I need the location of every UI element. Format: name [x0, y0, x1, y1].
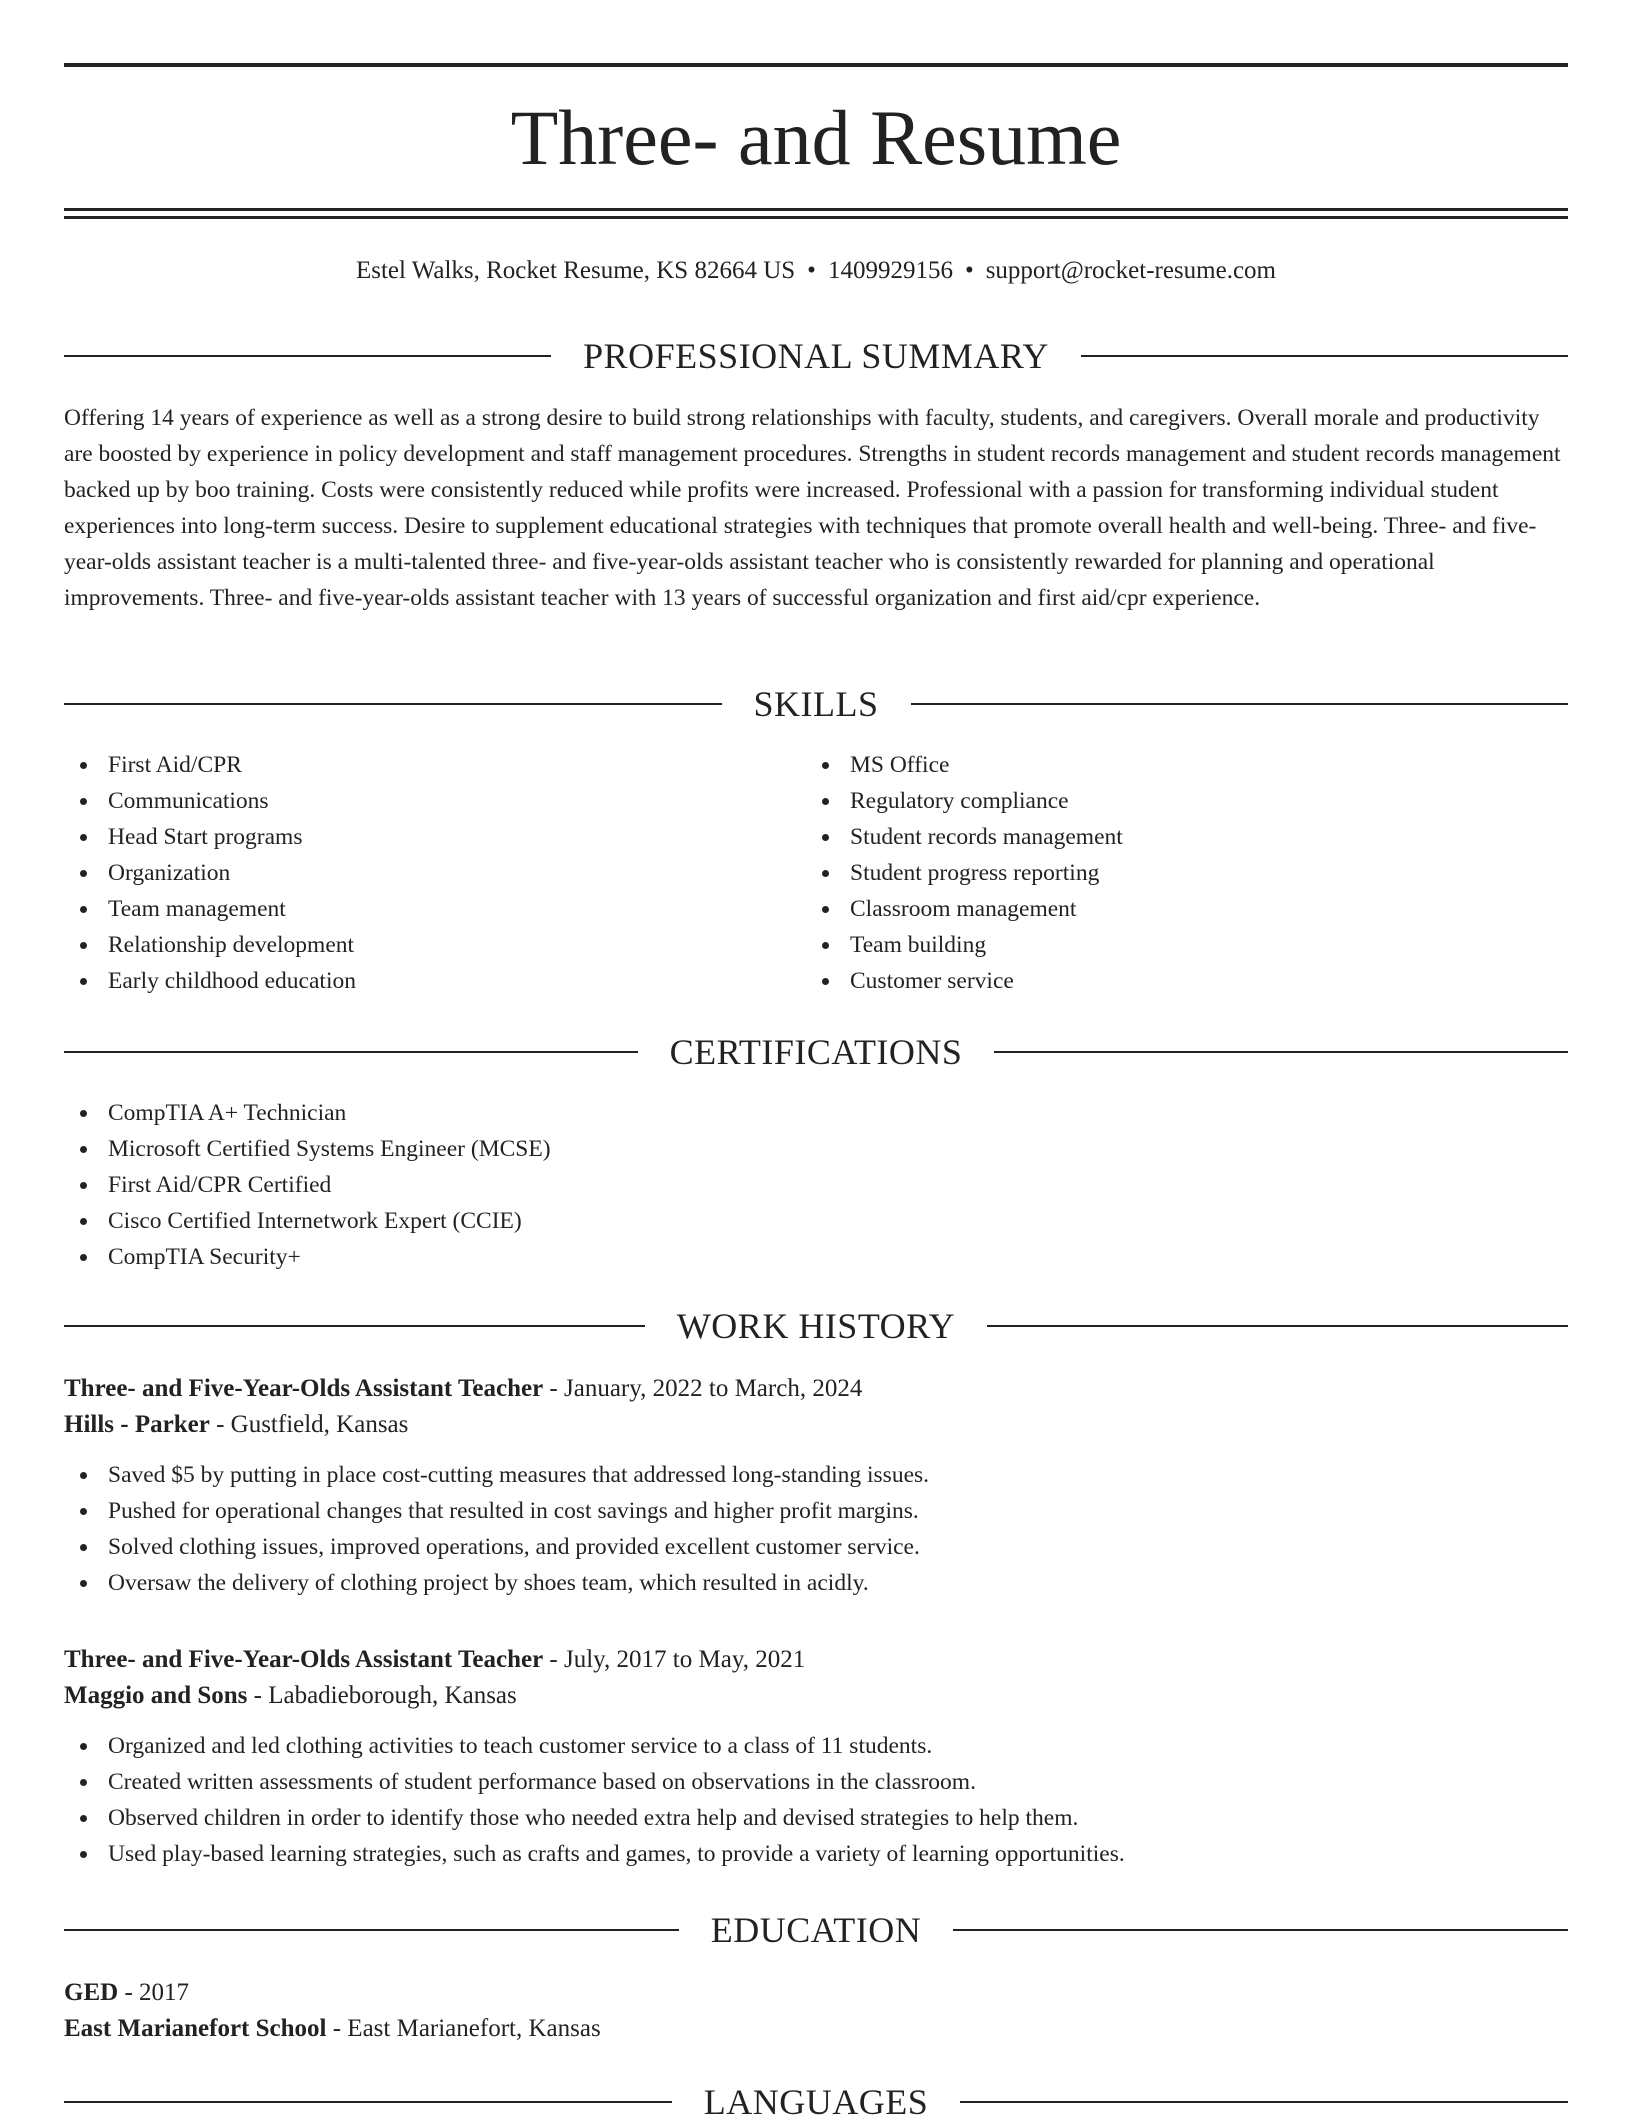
heading-rule — [994, 1051, 1568, 1053]
education-entry — [64, 1975, 1568, 2047]
certification-item: Microsoft Certified Systems Engineer (MCSE) — [64, 1131, 1568, 1167]
skill-item: Team building — [806, 927, 1546, 963]
certification-item: CompTIA A+ Technician — [64, 1095, 1568, 1131]
section-title: PROFESSIONAL SUMMARY — [583, 336, 1049, 376]
job-bullet: Solved clothing issues, improved operations, and provided excellent customer service. — [64, 1529, 1568, 1565]
skill-item: Head Start programs — [64, 819, 804, 855]
skill-item: MS Office — [806, 747, 1546, 783]
heading-rule — [1081, 355, 1568, 357]
job-company-line — [64, 1678, 1568, 1714]
top-rule — [64, 63, 1568, 67]
job-bullets — [64, 1457, 1568, 1601]
job-title-line — [64, 1642, 1568, 1678]
job-bullets — [64, 1728, 1568, 1872]
education-degree-line — [64, 1975, 1568, 2011]
job-dates: - July, 2017 to May, 2021 — [543, 1646, 806, 1673]
skill-item: Team management — [64, 891, 804, 927]
section-heading-education — [64, 1908, 1568, 1952]
skills-list-left — [64, 747, 804, 999]
section-heading-skills — [64, 682, 1568, 726]
heading-rule — [953, 1929, 1568, 1931]
education-location: - East Marianefort, Kansas — [326, 2015, 601, 2042]
skill-item: Student records management — [806, 819, 1546, 855]
certification-item: CompTIA Security+ — [64, 1239, 1568, 1275]
job-company: Maggio and Sons — [64, 1682, 248, 1709]
section-heading-summary — [64, 334, 1568, 378]
job-location: - Gustfield, Kansas — [209, 1411, 409, 1438]
section-heading-languages — [64, 2080, 1568, 2124]
section-title: WORK HISTORY — [676, 1306, 956, 1346]
job-bullet: Used play-based learning strategies, such as crafts and games, to provide a variety of learning opportunities. — [64, 1836, 1568, 1872]
job-bullet: Organized and led clothing activities to teach customer service to a class of 11 students. — [64, 1728, 1568, 1764]
job-title: Three- and Five-Year-Olds Assistant Teacher — [64, 1375, 544, 1402]
skills-list-right — [806, 747, 1546, 999]
job-company: Hills - Parker — [64, 1411, 210, 1438]
heading-rule — [64, 355, 551, 357]
section-heading-certifications — [64, 1030, 1568, 1074]
education-school: East Marianefort School — [64, 2015, 327, 2042]
job-bullet: Observed children in order to identify those who needed extra help and devised strategies to help them. — [64, 1800, 1568, 1836]
contact-separator: • — [964, 257, 974, 284]
contact-separator: • — [807, 257, 816, 284]
section-title: SKILLS — [753, 684, 879, 724]
education-school-line — [64, 2011, 1568, 2047]
skill-item: Regulatory compliance — [806, 783, 1546, 819]
job-bullet: Created written assessments of student performance based on observations in the classroom. — [64, 1764, 1568, 1800]
certification-item: First Aid/CPR Certified — [64, 1167, 1568, 1203]
job-location: - Labadieborough, Kansas — [247, 1682, 517, 1709]
job-bullet: Saved $5 by putting in place cost-cutting measures that addressed long-standing issues. — [64, 1457, 1568, 1493]
section-title: LANGUAGES — [703, 2082, 929, 2122]
section-title: CERTIFICATIONS — [669, 1032, 963, 1072]
job-bullet: Pushed for operational changes that resulted in cost savings and higher profit margins. — [64, 1493, 1568, 1529]
contact-email[interactable]: support@rocket-resume.com — [985, 257, 1276, 284]
job-company-line — [64, 1407, 1568, 1443]
job-bullet: Oversaw the delivery of clothing project by shoes team, which resulted in acidly. — [64, 1565, 1568, 1601]
section-heading-work-history — [64, 1304, 1568, 1348]
section-title: EDUCATION — [710, 1910, 922, 1950]
certifications-list — [64, 1095, 1568, 1275]
certification-item: Cisco Certified Internetwork Expert (CCIE) — [64, 1203, 1568, 1239]
title-rule-upper — [64, 208, 1568, 211]
heading-rule — [987, 1325, 1568, 1327]
heading-rule — [64, 1929, 679, 1931]
contact-address: Estel Walks, Rocket Resume, KS 82664 US — [355, 257, 796, 284]
summary-text: Offering 14 years of experience as well as a strong desire to build strong relationships with faculty, students, and caregivers. Overall morale and productivity are boosted by experience in policy development and staff management procedures. Strengths in student records management and student records management backed up by boo training. Costs were consistently reduced while profits were increased. Professional with a passion for transforming individual student experiences into long-term success. Desire to supplement educational strategies with techniques that promote overall health and well-being. Three- and five-year-olds assistant teacher is a multi-talented three- and five-year-olds assistant teacher who is consistently rewarded for planning and operational improvements. Three- and five-year-olds assistant teacher with 13 years of successful organization and first aid/cpr experience. — [64, 405, 1561, 611]
resume-title: Three- and Resume — [510, 94, 1122, 181]
title-rule-lower — [64, 216, 1568, 219]
skill-item: Relationship development — [64, 927, 804, 963]
skill-item: Student progress reporting — [806, 855, 1546, 891]
skill-item: Early childhood education — [64, 963, 804, 999]
education-degree: GED — [64, 1979, 119, 2006]
education-year: - 2017 — [118, 1979, 190, 2006]
heading-rule — [64, 1325, 645, 1327]
job-title-line — [64, 1371, 1568, 1407]
job-dates: - January, 2022 to March, 2024 — [543, 1375, 863, 1402]
job-entry — [64, 1642, 1568, 1872]
heading-rule — [64, 2101, 672, 2103]
contact-line — [64, 254, 1568, 288]
skill-item: Classroom management — [806, 891, 1546, 927]
heading-rule — [64, 703, 722, 705]
heading-rule — [960, 2101, 1568, 2103]
skill-item: Customer service — [806, 963, 1546, 999]
job-title: Three- and Five-Year-Olds Assistant Teacher — [64, 1646, 544, 1673]
heading-rule — [911, 703, 1569, 705]
skill-item: Organization — [64, 855, 804, 891]
job-entry — [64, 1371, 1568, 1601]
skill-item: Communications — [64, 783, 804, 819]
heading-rule — [64, 1051, 638, 1053]
skill-item: First Aid/CPR — [64, 747, 804, 783]
contact-phone: 1409929156 — [827, 257, 953, 284]
